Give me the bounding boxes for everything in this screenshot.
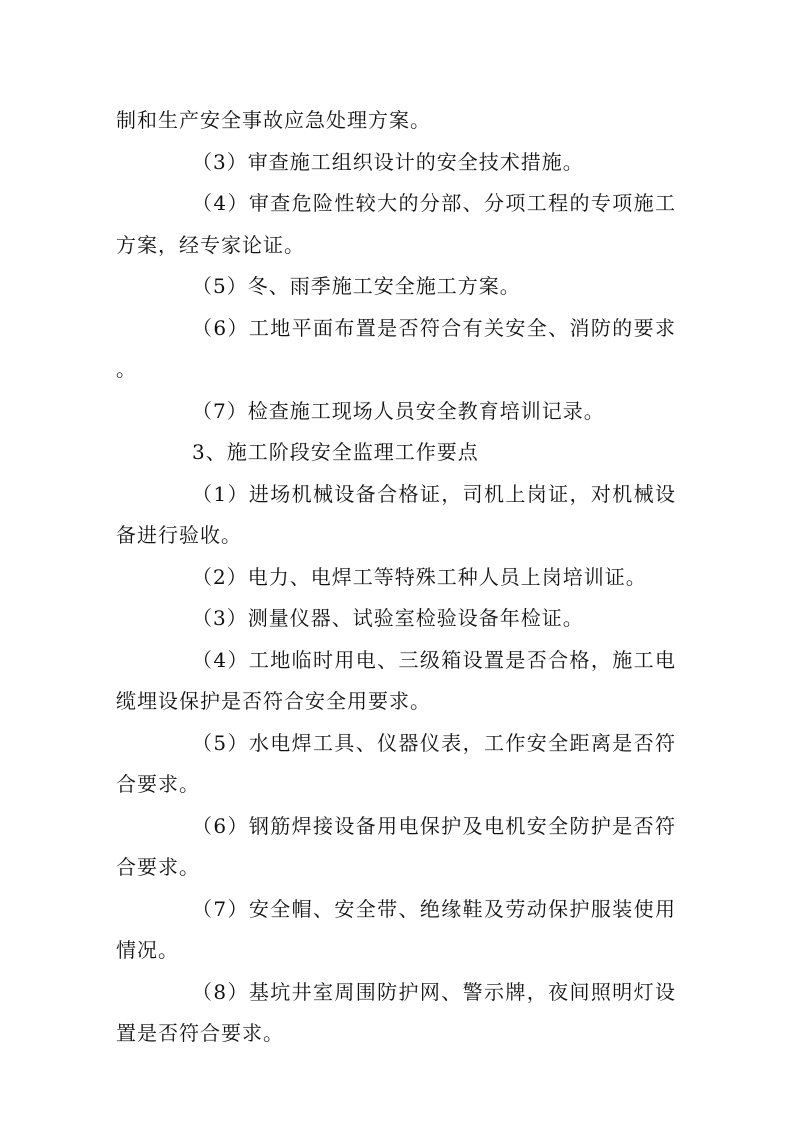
paragraph-item-3: （3）审查施工组织设计的安全技术措施。 (192, 149, 584, 174)
paragraph-item-6: （6）工地平面布置是否符合有关安全、消防的要求 。 (116, 315, 676, 381)
paragraph-section3-item-4: （4）工地临时用电、三级箱设置是否合格，施工电缆埋设保护是否符合安全用要求。 (116, 647, 676, 713)
paragraph-item-4: （4）审查危险性较大的分部、分项工程的专项施工方案，经专家论证。 (116, 191, 676, 257)
paragraph-section3-item-6: （6）钢筋焊接设备用电保护及电机安全防护是否符合要求。 (116, 813, 676, 879)
paragraph-section3-item-3: （3）测量仪器、试验室检验设备年检证。 (192, 606, 584, 630)
paragraph-continuation: 制和生产安全事故应急处理方案。 (116, 108, 431, 132)
paragraph-section3-item-1: （1）进场机械设备合格证，司机上岗证，对机械设备进行验收。 (116, 481, 676, 547)
paragraph-section3-item-8: （8）基坑井室周围防护网、警示牌，夜间照明灯设置是否符合要求。 (116, 979, 676, 1045)
paragraph-item-7: （7）检查施工现场人员安全教育培训记录。 (192, 398, 605, 423)
paragraph-item-5: （5）冬、雨季施工安全施工方案。 (192, 274, 521, 298)
paragraph-section3-item-2: （2）电力、电焊工等特殊工种人员上岗培训证。 (192, 564, 647, 589)
section-heading: 3、施工阶段安全监理工作要点 (192, 440, 479, 464)
paragraph-section3-item-7: （7）安全帽、安全带、绝缘鞋及劳动保护服装使用情况。 (116, 896, 676, 962)
paragraph-section3-item-5: （5）水电焊工具、仪器仪表，工作安全距离是否符合要求。 (116, 730, 676, 796)
document-body (116, 100, 676, 1055)
